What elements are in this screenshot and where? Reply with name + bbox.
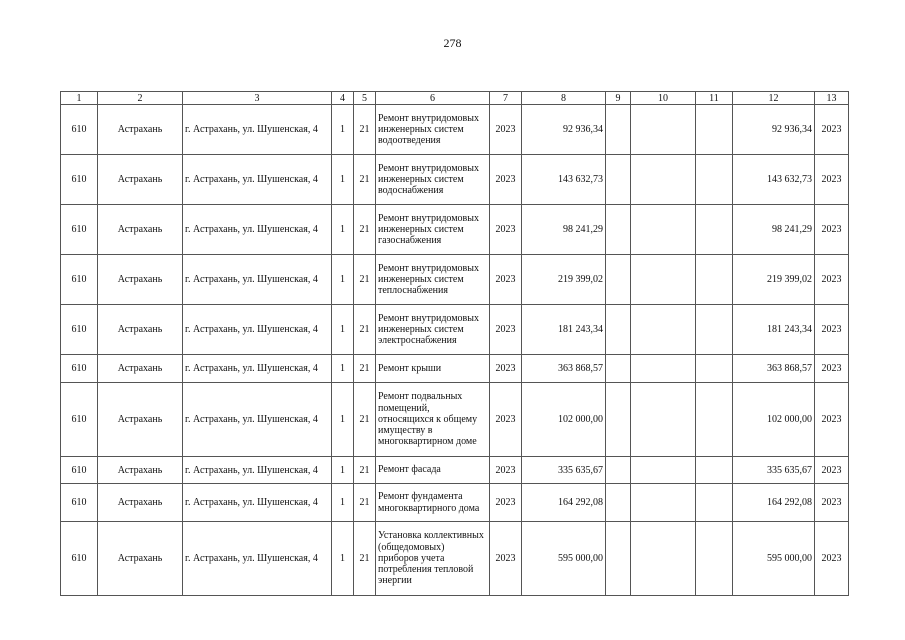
table-row: [61, 355, 849, 383]
row-number-cell: 610: [61, 457, 98, 484]
col13-year-cell: 2023: [815, 355, 849, 383]
col12-cost-cell: 363 868,57: [733, 355, 815, 383]
table-row: [61, 457, 849, 484]
cost-cell: 92 936,34: [522, 105, 606, 155]
col12-cost-cell: 181 243,34: [733, 305, 815, 355]
address-cell: г. Астрахань, ул. Шушенская, 4: [183, 383, 332, 457]
col11-cell: [696, 105, 733, 155]
year-cell: 2023: [490, 105, 522, 155]
table-row: [61, 205, 849, 255]
row-number-cell: 610: [61, 305, 98, 355]
col11-cell: [696, 484, 733, 522]
col9-cell: [606, 355, 631, 383]
col12-cost-cell: 143 632,73: [733, 155, 815, 205]
col12-cost-cell: 595 000,00: [733, 522, 815, 596]
year-cell: 2023: [490, 484, 522, 522]
column-header: 4: [332, 92, 354, 105]
col5-cell: 21: [354, 255, 376, 305]
col10-cell: [631, 383, 696, 457]
year-cell: 2023: [490, 522, 522, 596]
column-header: 10: [631, 92, 696, 105]
col4-cell: 1: [332, 105, 354, 155]
col4-cell: 1: [332, 255, 354, 305]
col13-year-cell: 2023: [815, 383, 849, 457]
column-header: 9: [606, 92, 631, 105]
city-cell: Астрахань: [98, 355, 183, 383]
table-row: [61, 383, 849, 457]
col4-cell: 1: [332, 155, 354, 205]
column-header: 5: [354, 92, 376, 105]
col12-cost-cell: 164 292,08: [733, 484, 815, 522]
table-row: [61, 155, 849, 205]
col9-cell: [606, 522, 631, 596]
col5-cell: 21: [354, 105, 376, 155]
col5-cell: 21: [354, 484, 376, 522]
col10-cell: [631, 355, 696, 383]
col11-cell: [696, 205, 733, 255]
col13-year-cell: 2023: [815, 105, 849, 155]
column-header: 2: [98, 92, 183, 105]
col12-cost-cell: 92 936,34: [733, 105, 815, 155]
work-type-cell: Ремонт внутридомовых инженерных систем водоснабжения: [376, 155, 490, 205]
col11-cell: [696, 155, 733, 205]
col11-cell: [696, 522, 733, 596]
col5-cell: 21: [354, 383, 376, 457]
cost-cell: 363 868,57: [522, 355, 606, 383]
col10-cell: [631, 305, 696, 355]
col5-cell: 21: [354, 205, 376, 255]
cost-cell: 595 000,00: [522, 522, 606, 596]
column-header: 11: [696, 92, 733, 105]
column-number-row: [61, 92, 849, 105]
col4-cell: 1: [332, 205, 354, 255]
col9-cell: [606, 305, 631, 355]
col13-year-cell: 2023: [815, 255, 849, 305]
col10-cell: [631, 105, 696, 155]
cost-cell: 181 243,34: [522, 305, 606, 355]
row-number-cell: 610: [61, 355, 98, 383]
col10-cell: [631, 457, 696, 484]
table-row: [61, 305, 849, 355]
column-header: 3: [183, 92, 332, 105]
work-type-cell: Ремонт фундамента многоквартирного дома: [376, 484, 490, 522]
work-type-cell: Ремонт внутридомовых инженерных систем водоотведения: [376, 105, 490, 155]
col11-cell: [696, 255, 733, 305]
col9-cell: [606, 383, 631, 457]
row-number-cell: 610: [61, 255, 98, 305]
address-cell: г. Астрахань, ул. Шушенская, 4: [183, 155, 332, 205]
city-cell: Астрахань: [98, 457, 183, 484]
col4-cell: 1: [332, 355, 354, 383]
cost-cell: 98 241,29: [522, 205, 606, 255]
col10-cell: [631, 255, 696, 305]
col13-year-cell: 2023: [815, 155, 849, 205]
column-header: 7: [490, 92, 522, 105]
year-cell: 2023: [490, 305, 522, 355]
col9-cell: [606, 155, 631, 205]
col4-cell: 1: [332, 383, 354, 457]
table-row: [61, 522, 849, 596]
table-row: [61, 484, 849, 522]
col5-cell: 21: [354, 155, 376, 205]
city-cell: Астрахань: [98, 484, 183, 522]
table-row: [61, 255, 849, 305]
col10-cell: [631, 522, 696, 596]
address-cell: г. Астрахань, ул. Шушенская, 4: [183, 355, 332, 383]
year-cell: 2023: [490, 383, 522, 457]
address-cell: г. Астрахань, ул. Шушенская, 4: [183, 522, 332, 596]
city-cell: Астрахань: [98, 255, 183, 305]
col9-cell: [606, 484, 631, 522]
year-cell: 2023: [490, 355, 522, 383]
col5-cell: 21: [354, 522, 376, 596]
col9-cell: [606, 205, 631, 255]
col9-cell: [606, 255, 631, 305]
column-header: 13: [815, 92, 849, 105]
work-type-cell: Ремонт фасада: [376, 457, 490, 484]
year-cell: 2023: [490, 155, 522, 205]
address-cell: г. Астрахань, ул. Шушенская, 4: [183, 255, 332, 305]
col12-cost-cell: 219 399,02: [733, 255, 815, 305]
page-number: 278: [443, 36, 462, 50]
col11-cell: [696, 383, 733, 457]
col12-cost-cell: 102 000,00: [733, 383, 815, 457]
repair-schedule-table: [60, 91, 849, 596]
col5-cell: 21: [354, 355, 376, 383]
row-number-cell: 610: [61, 484, 98, 522]
year-cell: 2023: [490, 205, 522, 255]
address-cell: г. Астрахань, ул. Шушенская, 4: [183, 305, 332, 355]
col4-cell: 1: [332, 457, 354, 484]
city-cell: Астрахань: [98, 383, 183, 457]
address-cell: г. Астрахань, ул. Шушенская, 4: [183, 205, 332, 255]
work-type-cell: Ремонт внутридомовых инженерных систем электроснабжения: [376, 305, 490, 355]
col4-cell: 1: [332, 305, 354, 355]
row-number-cell: 610: [61, 383, 98, 457]
work-type-cell: Ремонт крыши: [376, 355, 490, 383]
row-number-cell: 610: [61, 522, 98, 596]
city-cell: Астрахань: [98, 305, 183, 355]
cost-cell: 102 000,00: [522, 383, 606, 457]
cost-cell: 335 635,67: [522, 457, 606, 484]
cost-cell: 143 632,73: [522, 155, 606, 205]
address-cell: г. Астрахань, ул. Шушенская, 4: [183, 105, 332, 155]
column-header: 1: [61, 92, 98, 105]
col11-cell: [696, 355, 733, 383]
work-type-cell: Ремонт внутридомовых инженерных систем газоснабжения: [376, 205, 490, 255]
col13-year-cell: 2023: [815, 305, 849, 355]
column-header: 12: [733, 92, 815, 105]
cost-cell: 219 399,02: [522, 255, 606, 305]
city-cell: Астрахань: [98, 155, 183, 205]
city-cell: Астрахань: [98, 522, 183, 596]
row-number-cell: 610: [61, 205, 98, 255]
col5-cell: 21: [354, 457, 376, 484]
col12-cost-cell: 98 241,29: [733, 205, 815, 255]
work-type-cell: Ремонт внутридомовых инженерных систем теплоснабжения: [376, 255, 490, 305]
col13-year-cell: 2023: [815, 484, 849, 522]
city-cell: Астрахань: [98, 205, 183, 255]
col10-cell: [631, 205, 696, 255]
col13-year-cell: 2023: [815, 522, 849, 596]
year-cell: 2023: [490, 457, 522, 484]
work-type-cell: Установка коллективных (общедомовых) приборов учета потребления тепловой энергии: [376, 522, 490, 596]
col11-cell: [696, 457, 733, 484]
col13-year-cell: 2023: [815, 457, 849, 484]
address-cell: г. Астрахань, ул. Шушенская, 4: [183, 457, 332, 484]
col4-cell: 1: [332, 522, 354, 596]
column-header: 8: [522, 92, 606, 105]
work-type-cell: Ремонт подвальных помещений, относящихся к общему имуществу в многоквартирном доме: [376, 383, 490, 457]
col5-cell: 21: [354, 305, 376, 355]
col4-cell: 1: [332, 484, 354, 522]
year-cell: 2023: [490, 255, 522, 305]
column-header: 6: [376, 92, 490, 105]
col10-cell: [631, 155, 696, 205]
col9-cell: [606, 457, 631, 484]
row-number-cell: 610: [61, 105, 98, 155]
col13-year-cell: 2023: [815, 205, 849, 255]
city-cell: Астрахань: [98, 105, 183, 155]
table-row: [61, 105, 849, 155]
address-cell: г. Астрахань, ул. Шушенская, 4: [183, 484, 332, 522]
cost-cell: 164 292,08: [522, 484, 606, 522]
col11-cell: [696, 305, 733, 355]
col12-cost-cell: 335 635,67: [733, 457, 815, 484]
col9-cell: [606, 105, 631, 155]
row-number-cell: 610: [61, 155, 98, 205]
col10-cell: [631, 484, 696, 522]
